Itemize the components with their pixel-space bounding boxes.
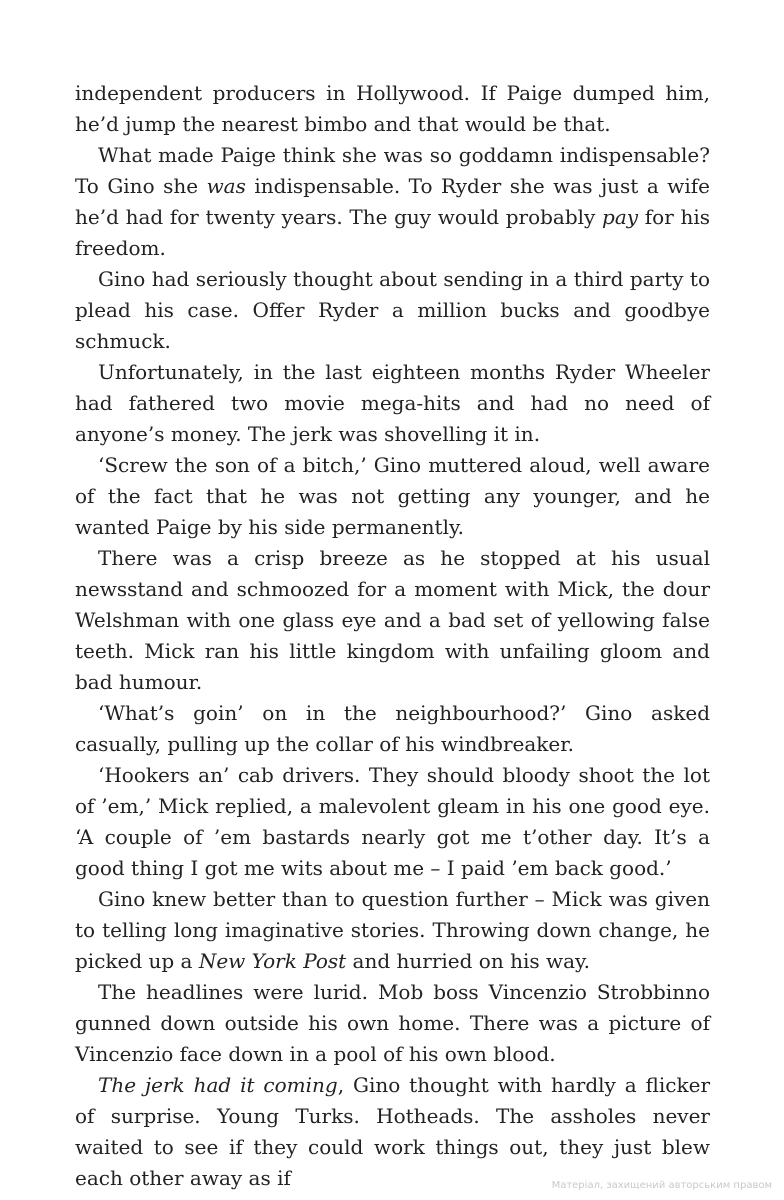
italic-text: The jerk had it coming <box>98 1073 338 1097</box>
italic-text: pay <box>602 205 639 229</box>
text-run: Gino knew better than to question further – Mick was given to telling long imaginative stories. Throwing down change, he picked up a <box>75 887 710 973</box>
text-run: independent producers in Hollywood. If Paige dumped him, he’d jump the nearest bimbo and that would be that. <box>75 81 710 136</box>
paragraph <box>75 884 710 977</box>
page-body <box>75 78 710 1194</box>
text-run: Gino had seriously thought about sending in a third party to plead his case. Offer Ryder a million bucks and goodbye schmuck. <box>75 267 710 353</box>
paragraph <box>75 264 710 357</box>
paragraph <box>75 698 710 760</box>
paragraph <box>75 357 710 450</box>
paragraph <box>75 1070 710 1194</box>
text-run: ‘What’s goin’ on in the neighbourhood?’ Gino asked casually, pulling up the collar of his windbreaker. <box>75 701 710 756</box>
text-run: What made Paige think she was so goddamn indispensable? To Gino she <box>75 143 710 198</box>
paragraph <box>75 140 710 264</box>
paragraph <box>75 78 710 140</box>
text-run: There was a crisp breeze as he stopped at his usual newsstand and schmoozed for a moment with Mick, the dour Welshman with one glass eye and a bad set of yellowing false teeth. Mick ran his little kingdom with unfailing gloom and bad humour. <box>75 546 710 694</box>
text-run: and hurried on his way. <box>346 949 591 973</box>
text-run: , Gino thought with hardly a flicker of surprise. Young Turks. Hotheads. The assholes never waited to see if they could work things out, they just blew each other away as if <box>75 1073 711 1190</box>
text-run: indispensable. To Ryder she was just a wife he’d had for twenty years. The guy would probably <box>75 174 710 229</box>
paragraph <box>75 450 710 543</box>
text-run: for his freedom. <box>75 205 710 260</box>
paragraph <box>75 977 710 1070</box>
paragraph <box>75 760 710 884</box>
paragraph <box>75 543 710 698</box>
text-run: Unfortunately, in the last eighteen months Ryder Wheeler had fathered two movie mega-hits and had no need of anyone’s money. The jerk was shovelling it in. <box>75 360 710 446</box>
text-run: ‘Screw the son of a bitch,’ Gino muttered aloud, well aware of the fact that he was not getting any younger, and he wanted Paige by his side permanently. <box>75 453 710 539</box>
text-run: ‘Hookers an’ cab drivers. They should bloody shoot the lot of ’em,’ Mick replied, a malevolent gleam in his one good eye. ‘A couple of ’em bastards nearly got me t’other day. It’s a good thing I got me wits about me – I paid ’em back good.’ <box>75 763 710 880</box>
italic-text: New York Post <box>198 949 347 973</box>
copyright-watermark: Матеріал, захищений авторським правом <box>551 1180 772 1191</box>
italic-text: was <box>206 174 246 198</box>
text-run: The headlines were lurid. Mob boss Vincenzio Strobbinno gunned down outside his own home. There was a picture of Vincenzio face down in a pool of his own blood. <box>75 980 710 1066</box>
